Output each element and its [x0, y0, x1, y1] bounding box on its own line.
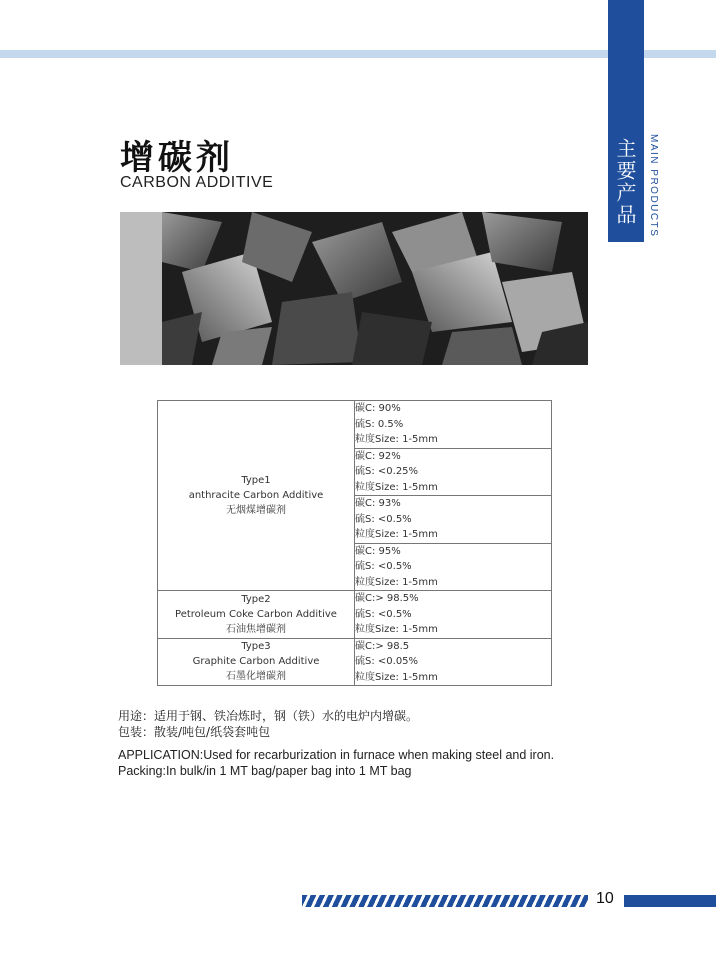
- spec-table: [157, 400, 552, 686]
- usage-en: APPLICATION:Used for recarburization in furnace when making steel and iron.: [118, 748, 555, 762]
- type-cn: 石油焦增碳剂: [226, 623, 286, 635]
- spec-sulfur: 硫S: <0.5%: [355, 608, 412, 620]
- spec-size: 粒度Size: 1-5mm: [355, 576, 438, 588]
- spec-cell: [355, 543, 552, 591]
- type-cell: [158, 591, 355, 639]
- footer-stripes: [302, 895, 588, 907]
- spec-carbon: 碳C: 92%: [355, 450, 401, 462]
- application-cn: [118, 708, 418, 740]
- table-row: [158, 591, 552, 639]
- usage-cn: 用途：适用于钢、铁冶炼时，钢（铁）水的电炉内增碳。: [118, 709, 419, 723]
- spec-size: 粒度Size: 1-5mm: [355, 481, 438, 493]
- spec-size: 粒度Size: 1-5mm: [355, 671, 438, 683]
- type-name: Type3: [241, 641, 271, 653]
- type-cn: 石墨化增碳剂: [226, 671, 286, 683]
- spec-size: 粒度Size: 1-5mm: [355, 624, 438, 635]
- table-row: [158, 401, 552, 449]
- spec-size: 粒度Size: 1-5mm: [355, 434, 438, 445]
- page-number: 10: [596, 890, 614, 907]
- spec-carbon: 碳C: 93%: [355, 498, 401, 509]
- type-cell: [158, 401, 355, 591]
- type-en: anthracite Carbon Additive: [188, 490, 324, 501]
- spec-carbon: 碳C: 95%: [355, 545, 401, 557]
- carbon-additive-photo: [162, 212, 588, 365]
- footer-bar: [624, 895, 716, 907]
- type-en: Petroleum Coke Carbon Additive: [175, 608, 337, 620]
- side-tab-en-label: MAIN PRODUCTS: [648, 134, 659, 238]
- photo-side-block: [120, 212, 162, 365]
- spec-sulfur: 硫S: 0.5%: [355, 418, 404, 430]
- page-title-en: CARBON ADDITIVE: [120, 174, 274, 191]
- spec-carbon: 碳C:> 98.5%: [355, 593, 419, 604]
- application-en: [118, 747, 554, 779]
- spec-sulfur: 硫S: <0.5%: [355, 561, 412, 572]
- type-cell: [158, 638, 355, 686]
- table-row: [158, 638, 552, 686]
- type-cn: 无烟煤增碳剂: [226, 505, 286, 516]
- spec-sulfur: 硫S: <0.05%: [355, 656, 419, 667]
- spec-cell: [355, 448, 552, 496]
- spec-carbon: 碳C:> 98.5: [355, 640, 410, 652]
- spec-cell: [355, 591, 552, 639]
- page-title-cn: 增碳剂: [120, 138, 234, 178]
- spec-sulfur: 硫S: <0.25%: [355, 466, 419, 477]
- type-en: Graphite Carbon Additive: [192, 656, 320, 668]
- spec-carbon: 碳C: 90%: [355, 403, 401, 414]
- packing-en: Packing:In bulk/in 1 MT bag/paper bag into 1 MT bag: [118, 764, 412, 778]
- packing-cn: 包装：散装/吨包/纸袋套吨包: [118, 725, 271, 739]
- spec-cell: [355, 638, 552, 686]
- spec-size: 粒度Size: 1-5mm: [355, 529, 438, 540]
- side-tab-cn-label: 主要产品: [613, 138, 637, 226]
- spec-cell: [355, 401, 552, 449]
- type-name: Type2: [241, 593, 271, 605]
- spec-cell: [355, 496, 552, 544]
- type-name: Type1: [241, 475, 271, 486]
- spec-sulfur: 硫S: <0.5%: [355, 513, 412, 525]
